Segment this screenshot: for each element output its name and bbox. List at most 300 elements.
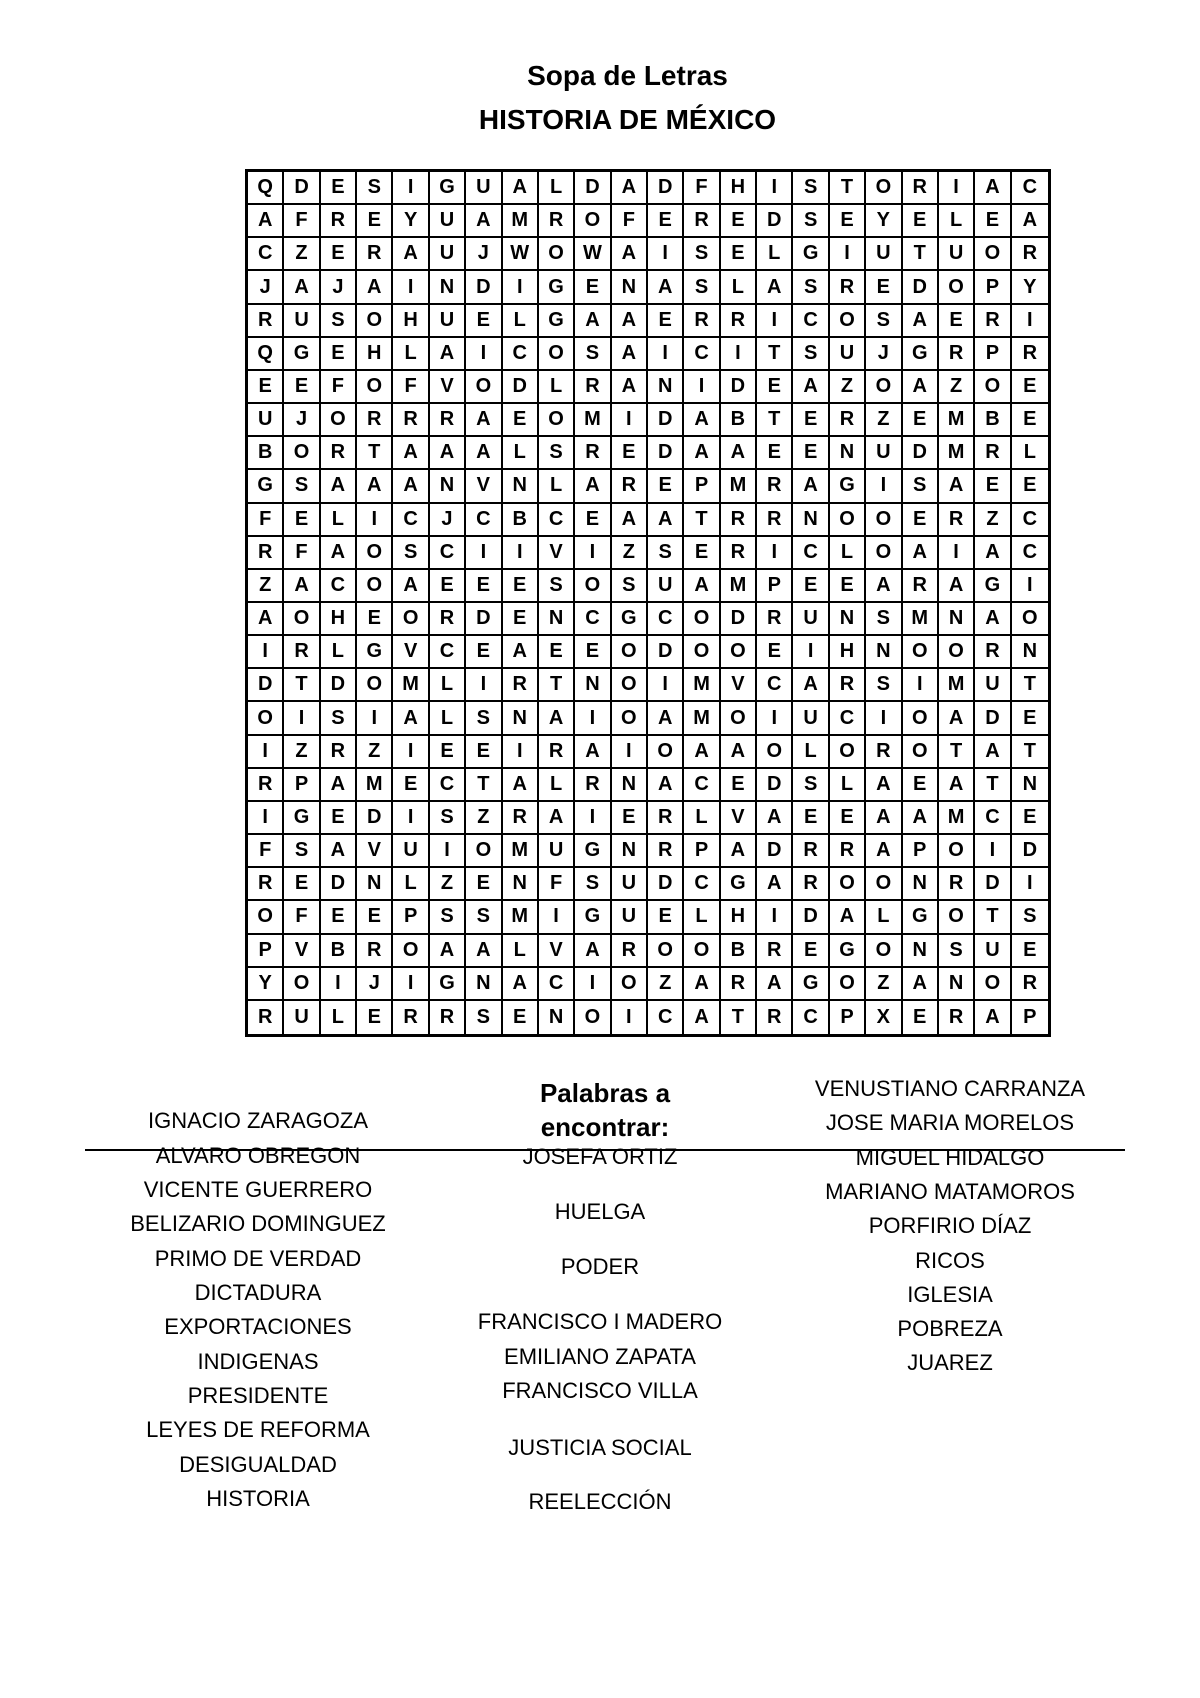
grid-cell[interactable]: O [539, 238, 575, 271]
grid-cell[interactable]: C [575, 603, 611, 636]
grid-cell[interactable]: A [793, 470, 829, 503]
grid-cell[interactable]: I [575, 537, 611, 570]
grid-cell[interactable]: A [393, 238, 429, 271]
grid-cell[interactable]: O [321, 404, 357, 437]
grid-cell[interactable]: G [357, 636, 393, 669]
grid-cell[interactable]: A [866, 570, 902, 603]
grid-cell[interactable]: C [430, 636, 466, 669]
grid-cell[interactable]: U [648, 570, 684, 603]
grid-cell[interactable]: A [430, 437, 466, 470]
grid-cell[interactable]: R [721, 968, 757, 1001]
grid-cell[interactable]: E [830, 802, 866, 835]
grid-cell[interactable]: G [575, 835, 611, 868]
grid-cell[interactable]: G [284, 802, 320, 835]
grid-cell[interactable]: C [684, 868, 720, 901]
grid-cell[interactable]: N [357, 868, 393, 901]
grid-cell[interactable]: Z [430, 868, 466, 901]
grid-cell[interactable]: G [430, 172, 466, 205]
grid-cell[interactable]: G [721, 868, 757, 901]
grid-cell[interactable]: E [539, 636, 575, 669]
grid-cell[interactable]: N [903, 868, 939, 901]
grid-cell[interactable]: S [793, 271, 829, 304]
grid-cell[interactable]: L [721, 271, 757, 304]
grid-cell[interactable]: G [539, 271, 575, 304]
grid-cell[interactable]: A [393, 570, 429, 603]
grid-cell[interactable]: T [284, 669, 320, 702]
grid-cell[interactable]: Z [466, 802, 502, 835]
grid-cell[interactable]: R [830, 669, 866, 702]
grid-cell[interactable]: R [321, 736, 357, 769]
grid-cell[interactable]: E [503, 404, 539, 437]
grid-cell[interactable]: O [357, 537, 393, 570]
grid-cell[interactable]: N [939, 968, 975, 1001]
grid-cell[interactable]: T [539, 669, 575, 702]
grid-cell[interactable]: O [866, 504, 902, 537]
grid-cell[interactable]: U [539, 835, 575, 868]
grid-cell[interactable]: R [757, 1001, 793, 1034]
grid-cell[interactable]: J [357, 968, 393, 1001]
grid-cell[interactable]: O [612, 669, 648, 702]
grid-cell[interactable]: A [903, 802, 939, 835]
grid-cell[interactable]: E [357, 901, 393, 934]
grid-cell[interactable]: L [684, 802, 720, 835]
grid-cell[interactable]: R [357, 935, 393, 968]
grid-cell[interactable]: P [248, 935, 284, 968]
grid-cell[interactable]: R [1012, 238, 1048, 271]
grid-cell[interactable]: A [866, 769, 902, 802]
grid-cell[interactable]: D [648, 437, 684, 470]
grid-cell[interactable]: D [466, 603, 502, 636]
grid-cell[interactable]: R [248, 769, 284, 802]
grid-cell[interactable]: C [430, 769, 466, 802]
grid-cell[interactable]: G [793, 238, 829, 271]
grid-cell[interactable]: H [393, 305, 429, 338]
grid-cell[interactable]: T [757, 338, 793, 371]
grid-cell[interactable]: S [866, 603, 902, 636]
grid-cell[interactable]: R [393, 404, 429, 437]
grid-cell[interactable]: V [539, 935, 575, 968]
grid-cell[interactable]: E [830, 205, 866, 238]
grid-cell[interactable]: Y [248, 968, 284, 1001]
grid-cell[interactable]: E [612, 802, 648, 835]
grid-cell[interactable]: R [757, 935, 793, 968]
grid-cell[interactable]: O [248, 901, 284, 934]
grid-cell[interactable]: E [430, 570, 466, 603]
grid-cell[interactable]: C [684, 769, 720, 802]
grid-cell[interactable]: P [1023, 1005, 1037, 1028]
grid-cell[interactable]: M [503, 835, 539, 868]
grid-cell[interactable]: F [284, 205, 320, 238]
grid-cell[interactable]: R [866, 736, 902, 769]
grid-cell[interactable]: R [248, 1001, 284, 1034]
grid-cell[interactable]: L [430, 702, 466, 735]
grid-cell[interactable]: D [757, 769, 793, 802]
grid-cell[interactable]: D [757, 205, 793, 238]
grid-cell[interactable]: L [793, 736, 829, 769]
grid-cell[interactable]: E [648, 470, 684, 503]
grid-cell[interactable]: C [248, 238, 284, 271]
grid-cell[interactable]: A [503, 172, 539, 205]
grid-cell[interactable]: O [393, 935, 429, 968]
grid-cell[interactable]: E [975, 470, 1011, 503]
grid-cell[interactable]: A [1012, 205, 1048, 238]
grid-cell[interactable]: S [321, 702, 357, 735]
grid-cell[interactable]: R [575, 437, 611, 470]
grid-cell[interactable]: R [684, 305, 720, 338]
grid-cell[interactable]: R [539, 736, 575, 769]
grid-cell[interactable]: T [903, 238, 939, 271]
grid-cell[interactable]: O [284, 603, 320, 636]
grid-cell[interactable]: V [539, 537, 575, 570]
grid-cell[interactable]: E [466, 570, 502, 603]
grid-cell[interactable]: E [1012, 404, 1048, 437]
grid-cell[interactable]: G [830, 470, 866, 503]
grid-cell[interactable]: T [357, 437, 393, 470]
grid-cell[interactable]: A [466, 935, 502, 968]
grid-cell[interactable]: S [430, 901, 466, 934]
grid-cell[interactable]: R [1012, 968, 1048, 1001]
grid-cell[interactable]: I [939, 172, 975, 205]
grid-cell[interactable]: P [284, 769, 320, 802]
grid-cell[interactable]: D [321, 868, 357, 901]
grid-cell[interactable]: D [575, 172, 611, 205]
grid-cell[interactable]: A [684, 437, 720, 470]
grid-cell[interactable]: A [539, 702, 575, 735]
grid-cell[interactable]: D [721, 371, 757, 404]
grid-cell[interactable]: S [939, 935, 975, 968]
grid-cell[interactable]: T [1012, 669, 1048, 702]
grid-cell[interactable]: L [539, 371, 575, 404]
grid-cell[interactable]: T [939, 736, 975, 769]
grid-cell[interactable]: O [612, 968, 648, 1001]
grid-cell[interactable]: S [575, 868, 611, 901]
grid-cell[interactable]: A [721, 437, 757, 470]
grid-cell[interactable]: I [648, 238, 684, 271]
grid-cell[interactable]: A [575, 470, 611, 503]
grid-cell[interactable]: M [357, 769, 393, 802]
grid-cell[interactable]: N [793, 504, 829, 537]
grid-cell[interactable]: R [757, 603, 793, 636]
grid-cell[interactable]: E [503, 1001, 539, 1034]
grid-cell[interactable]: Y [1012, 271, 1048, 304]
grid-cell[interactable]: A [939, 470, 975, 503]
grid-cell[interactable]: D [321, 669, 357, 702]
grid-cell[interactable]: R [830, 271, 866, 304]
grid-cell[interactable]: D [975, 702, 1011, 735]
grid-cell[interactable]: O [903, 736, 939, 769]
grid-cell[interactable]: B [975, 404, 1011, 437]
grid-cell[interactable]: E [793, 935, 829, 968]
grid-cell[interactable]: O [866, 371, 902, 404]
grid-cell[interactable]: O [939, 636, 975, 669]
grid-cell[interactable]: E [648, 901, 684, 934]
grid-cell[interactable]: G [430, 968, 466, 1001]
grid-cell[interactable]: E [903, 205, 939, 238]
grid-cell[interactable]: O [975, 968, 1011, 1001]
grid-cell[interactable]: A [612, 338, 648, 371]
grid-cell[interactable]: P [684, 835, 720, 868]
grid-cell[interactable]: O [903, 636, 939, 669]
grid-cell[interactable]: R [612, 470, 648, 503]
grid-cell[interactable]: S [466, 901, 502, 934]
grid-cell[interactable]: F [539, 868, 575, 901]
grid-cell[interactable]: R [321, 437, 357, 470]
grid-cell[interactable]: I [321, 968, 357, 1001]
grid-cell[interactable]: R [430, 404, 466, 437]
grid-cell[interactable]: R [248, 537, 284, 570]
grid-cell[interactable]: O [648, 935, 684, 968]
grid-cell[interactable]: D [757, 835, 793, 868]
grid-cell[interactable]: R [503, 802, 539, 835]
grid-cell[interactable]: W [575, 238, 611, 271]
grid-cell[interactable]: L [757, 238, 793, 271]
grid-cell[interactable]: G [612, 603, 648, 636]
grid-cell[interactable]: L [503, 437, 539, 470]
grid-cell[interactable]: D [903, 437, 939, 470]
grid-cell[interactable]: S [684, 271, 720, 304]
grid-cell[interactable]: S [684, 238, 720, 271]
grid-cell[interactable]: A [430, 338, 466, 371]
grid-cell[interactable]: D [903, 271, 939, 304]
grid-cell[interactable]: A [612, 371, 648, 404]
grid-cell[interactable]: E [793, 437, 829, 470]
grid-cell[interactable]: I [466, 537, 502, 570]
grid-cell[interactable]: Z [975, 504, 1011, 537]
grid-cell[interactable]: A [866, 802, 902, 835]
grid-cell[interactable]: O [357, 371, 393, 404]
grid-cell[interactable]: A [393, 702, 429, 735]
grid-cell[interactable]: I [648, 338, 684, 371]
grid-cell[interactable]: U [466, 172, 502, 205]
grid-cell[interactable]: E [1012, 470, 1048, 503]
grid-cell[interactable]: L [539, 172, 575, 205]
grid-cell[interactable]: E [793, 802, 829, 835]
grid-cell[interactable]: A [466, 205, 502, 238]
grid-cell[interactable]: A [975, 603, 1011, 636]
grid-cell[interactable]: C [539, 968, 575, 1001]
grid-cell[interactable]: E [466, 736, 502, 769]
grid-cell[interactable]: E [503, 570, 539, 603]
grid-cell[interactable]: I [612, 1001, 648, 1034]
grid-cell[interactable]: O [721, 636, 757, 669]
grid-cell[interactable]: S [648, 537, 684, 570]
grid-cell[interactable]: I [430, 835, 466, 868]
grid-cell[interactable]: M [503, 205, 539, 238]
grid-cell[interactable]: E [757, 437, 793, 470]
grid-cell[interactable]: E [321, 802, 357, 835]
grid-cell[interactable]: R [903, 570, 939, 603]
grid-cell[interactable]: I [1012, 570, 1048, 603]
grid-cell[interactable]: T [830, 172, 866, 205]
grid-cell[interactable]: R [975, 305, 1011, 338]
grid-cell[interactable]: S [1012, 901, 1048, 934]
grid-cell[interactable]: O [830, 305, 866, 338]
grid-cell[interactable]: E [648, 305, 684, 338]
grid-cell[interactable]: S [575, 338, 611, 371]
grid-cell[interactable]: O [357, 669, 393, 702]
grid-cell[interactable]: O [866, 172, 902, 205]
grid-cell[interactable]: G [830, 935, 866, 968]
grid-cell[interactable]: C [1012, 172, 1048, 205]
grid-cell[interactable]: D [503, 371, 539, 404]
grid-cell[interactable]: R [503, 669, 539, 702]
grid-cell[interactable]: O [830, 868, 866, 901]
grid-cell[interactable]: A [321, 537, 357, 570]
grid-cell[interactable]: E [575, 636, 611, 669]
grid-cell[interactable]: R [430, 1001, 466, 1034]
grid-cell[interactable]: R [721, 504, 757, 537]
grid-cell[interactable]: I [503, 736, 539, 769]
grid-cell[interactable]: A [903, 968, 939, 1001]
grid-cell[interactable]: A [939, 570, 975, 603]
grid-cell[interactable]: R [248, 868, 284, 901]
grid-cell[interactable]: A [939, 702, 975, 735]
grid-cell[interactable]: N [612, 271, 648, 304]
grid-cell[interactable]: A [830, 901, 866, 934]
grid-cell[interactable]: C [1012, 537, 1048, 570]
grid-cell[interactable]: X [866, 1001, 902, 1034]
grid-cell[interactable]: I [575, 702, 611, 735]
grid-cell[interactable]: U [866, 238, 902, 271]
grid-cell[interactable]: E [284, 868, 320, 901]
grid-cell[interactable]: C [321, 570, 357, 603]
grid-cell[interactable]: A [684, 1001, 720, 1034]
grid-cell[interactable]: E [321, 901, 357, 934]
grid-cell[interactable]: E [1012, 935, 1048, 968]
grid-cell[interactable]: S [793, 172, 829, 205]
grid-cell[interactable]: A [393, 470, 429, 503]
grid-cell[interactable]: O [466, 371, 502, 404]
grid-cell[interactable]: O [939, 901, 975, 934]
grid-cell[interactable]: F [248, 835, 284, 868]
grid-cell[interactable]: N [503, 868, 539, 901]
grid-cell[interactable]: L [830, 769, 866, 802]
grid-cell[interactable]: C [393, 504, 429, 537]
grid-cell[interactable]: C [793, 305, 829, 338]
grid-cell[interactable]: L [830, 537, 866, 570]
grid-cell[interactable]: N [575, 669, 611, 702]
grid-cell[interactable]: P [975, 338, 1011, 371]
grid-cell[interactable]: A [248, 603, 284, 636]
grid-cell[interactable]: N [539, 1001, 575, 1034]
grid-cell[interactable]: O [575, 1001, 611, 1034]
grid-cell[interactable]: A [975, 736, 1011, 769]
grid-cell[interactable]: I [1012, 868, 1048, 901]
grid-cell[interactable]: Z [648, 968, 684, 1001]
grid-cell[interactable]: U [975, 669, 1011, 702]
grid-cell[interactable]: E [466, 868, 502, 901]
grid-cell[interactable]: Z [357, 736, 393, 769]
grid-cell[interactable]: N [903, 935, 939, 968]
grid-cell[interactable]: C [793, 1001, 829, 1034]
grid-cell[interactable]: I [503, 271, 539, 304]
grid-cell[interactable]: A [903, 537, 939, 570]
grid-cell[interactable]: L [430, 669, 466, 702]
grid-cell[interactable]: F [248, 504, 284, 537]
grid-cell[interactable]: A [866, 835, 902, 868]
grid-cell[interactable]: R [575, 769, 611, 802]
grid-cell[interactable]: E [684, 537, 720, 570]
grid-cell[interactable]: Q [248, 172, 284, 205]
grid-cell[interactable]: E [757, 636, 793, 669]
grid-cell[interactable]: E [903, 769, 939, 802]
grid-cell[interactable]: O [939, 271, 975, 304]
grid-cell[interactable]: D [721, 603, 757, 636]
grid-cell[interactable]: M [503, 901, 539, 934]
grid-cell[interactable]: S [466, 702, 502, 735]
grid-cell[interactable]: D [357, 802, 393, 835]
grid-cell[interactable]: E [1012, 802, 1048, 835]
grid-cell[interactable]: E [793, 570, 829, 603]
grid-cell[interactable]: I [466, 669, 502, 702]
grid-cell[interactable]: U [284, 1001, 320, 1034]
grid-cell[interactable]: U [866, 437, 902, 470]
grid-cell[interactable]: A [648, 769, 684, 802]
grid-cell[interactable]: I [466, 338, 502, 371]
grid-cell[interactable]: N [939, 603, 975, 636]
grid-cell[interactable]: I [903, 669, 939, 702]
grid-cell[interactable]: E [721, 205, 757, 238]
grid-cell[interactable]: Z [248, 570, 284, 603]
grid-cell[interactable]: P [393, 901, 429, 934]
grid-cell[interactable]: N [539, 603, 575, 636]
grid-cell[interactable]: D [248, 669, 284, 702]
grid-cell[interactable]: I [575, 968, 611, 1001]
grid-cell[interactable]: O [612, 636, 648, 669]
grid-cell[interactable]: S [539, 437, 575, 470]
grid-cell[interactable]: P [975, 271, 1011, 304]
grid-cell[interactable]: I [866, 702, 902, 735]
grid-cell[interactable]: V [466, 470, 502, 503]
grid-cell[interactable]: M [684, 669, 720, 702]
grid-cell[interactable]: O [903, 702, 939, 735]
grid-cell[interactable]: C [648, 603, 684, 636]
grid-cell[interactable]: A [575, 935, 611, 968]
grid-cell[interactable]: U [975, 935, 1011, 968]
grid-cell[interactable]: V [357, 835, 393, 868]
grid-cell[interactable]: E [866, 271, 902, 304]
grid-cell[interactable]: M [939, 802, 975, 835]
grid-cell[interactable]: G [903, 901, 939, 934]
grid-cell[interactable]: G [793, 968, 829, 1001]
grid-cell[interactable]: G [975, 570, 1011, 603]
grid-cell[interactable]: R [793, 868, 829, 901]
grid-cell[interactable]: L [321, 1001, 357, 1034]
grid-cell[interactable]: N [612, 769, 648, 802]
grid-cell[interactable]: H [721, 172, 757, 205]
grid-cell[interactable]: E [793, 404, 829, 437]
grid-cell[interactable]: I [757, 901, 793, 934]
grid-cell[interactable]: A [648, 504, 684, 537]
grid-cell[interactable]: O [939, 835, 975, 868]
grid-cell[interactable]: U [284, 305, 320, 338]
grid-cell[interactable]: A [975, 172, 1011, 205]
grid-cell[interactable]: I [757, 305, 793, 338]
grid-cell[interactable]: L [1012, 437, 1048, 470]
grid-cell[interactable]: I [248, 736, 284, 769]
grid-cell[interactable]: O [975, 371, 1011, 404]
grid-cell[interactable]: O [757, 736, 793, 769]
grid-cell[interactable]: E [757, 371, 793, 404]
grid-cell[interactable]: D [648, 172, 684, 205]
grid-cell[interactable]: D [466, 271, 502, 304]
grid-cell[interactable]: E [503, 603, 539, 636]
grid-cell[interactable]: E [321, 172, 357, 205]
grid-cell[interactable]: C [757, 669, 793, 702]
grid-cell[interactable]: O [830, 504, 866, 537]
grid-cell[interactable]: Q [248, 338, 284, 371]
grid-cell[interactable]: O [866, 537, 902, 570]
